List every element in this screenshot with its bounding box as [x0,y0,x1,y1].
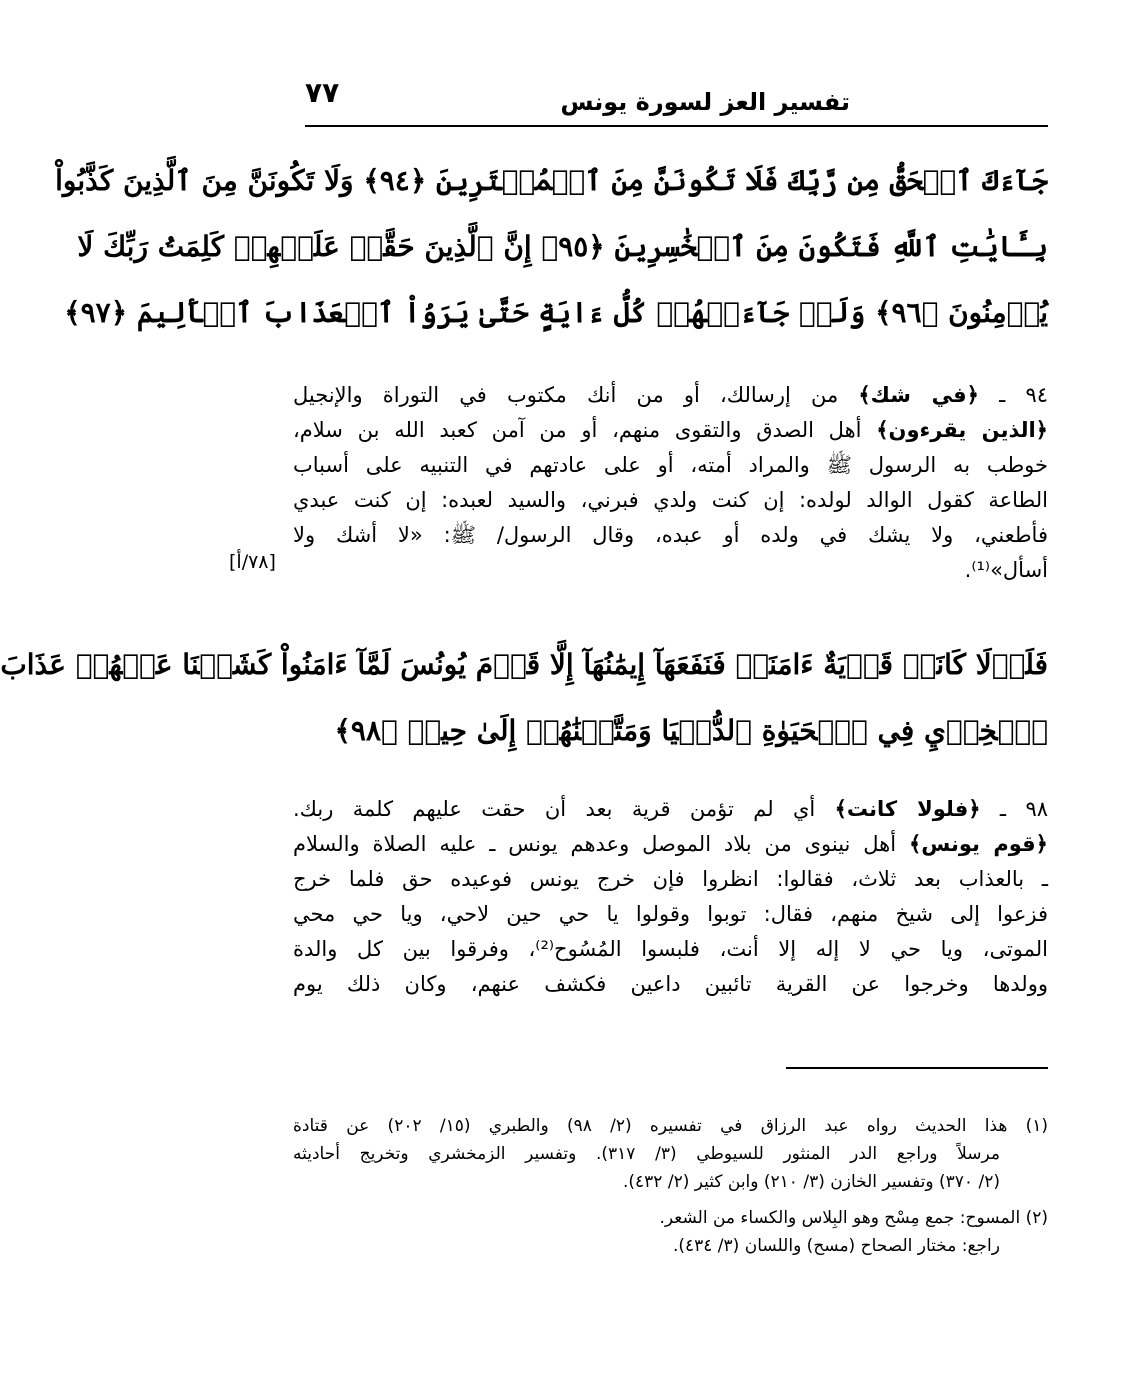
header-rule [305,125,1048,127]
quran-verse-98 [0,632,1048,764]
quran-line: ٱلۡخِزۡيِ فِي ٱلۡحَيَوٰةِ ٱلدُّنۡيَا وَمَتَّعۡنَٰهُمۡ إِلَىٰ حِينٖ ﴿٩٨﴾ [334,714,1048,747]
commentary-line [293,827,1048,862]
verse-number: ٩٤ ـ [978,383,1049,407]
footnote-line: مرسلاً وراجع الدر المنثور للسيوطي (٣/ ٣١٧). وتفسير الزمخشري وتخريج أحاديثه [293,1144,1000,1164]
commentary-line [293,413,1048,448]
commentary-line [293,378,1048,413]
footnote-line: (٢) المسوح: جمع مِسْح وهو البِلاس والكساء من الشعر. [659,1208,1048,1228]
commentary-line: فزعوا إلى شيخ منهم، فقال: توبوا وقولوا يا حي حين لاحي، ويا حي محي [293,902,1048,926]
commentary-line: أسأل»⁽¹⁾. [964,558,1048,582]
header-title: تفسير العز لسورة يونس [560,88,850,116]
footnote-1 [293,1112,1048,1196]
quoted-term: ﴿قوم يونس﴾ [908,832,1048,856]
quoted-term: ﴿في شك﴾ [858,383,979,407]
footnote-2 [293,1204,1048,1260]
quran-verses-94-97 [55,148,1048,346]
footnotes [293,1112,1048,1260]
commentary-line [293,792,1048,827]
commentary-text: من إرسالك، أو من أنك مكتوب في التوراة والإنجيل [293,383,859,407]
manuscript-folio-note: [٧٨/أ] [229,551,276,573]
commentary-line: فأطعني، ولا يشك في ولده أو عبده، وقال الرسول/ ﷺ: «لا أشك ولا [293,523,1048,547]
running-header [305,70,1048,126]
commentary-line: الموتى، ويا حي لا إله إلا أنت، فلبسوا المُسُوح⁽²⁾، وفرقوا بين كل والدة [293,937,1049,961]
commentary-line: ـ بالعذاب بعد ثلاث، فقالوا: انظروا فإن خرج يونس فوعيده حق فلما خرج [293,867,1048,891]
quran-line: جَآءَكَ ٱلۡحَقُّ مِن رَّبِّكَ فَلَا تَكُونَنَّ مِنَ ٱلۡمُمۡتَرِينَ ﴿٩٤﴾ وَلَا تَكُونَنَّ مِنَ ٱلَّذِينَ كَذَّبُواْ [55,164,1048,197]
quran-line: فَلَوۡلَا كَانَتۡ قَرۡيَةٌ ءَامَنَتۡ فَنَفَعَهَآ إِيمَٰنُهَآ إِلَّا قَوۡمَ يُونُسَ لَمَّآ ءَامَنُواْ كَشَفۡنَا عَنۡهُمۡ عَذَابَ [0,648,1048,681]
commentary-verse-98 [293,792,1048,1002]
footnote-line: (١) هذا الحديث رواه عبد الرزاق في تفسيره (٢/ ٩٨) والطبري (١٥/ ٢٠٢) عن قتادة [293,1116,1048,1136]
footnote-separator [786,1067,1048,1069]
commentary-verse-94 [293,378,1048,588]
quoted-term: ﴿فلولا كانت﴾ [834,797,981,821]
page-number: ٧٧ [305,76,340,109]
commentary-line: الطاعة كقول الوالد لولده: إن كنت ولدي فبرني، والسيد لعبده: إن كنت عبدي [293,488,1048,512]
footnote-line: راجع: مختار الصحاح (مسح) واللسان (٣/ ٤٣٤). [672,1236,1000,1256]
footnote-line: (٢/ ٣٧٠) وتفسير الخازن (٣/ ٢١٠) وابن كثير (٢/ ٤٣٢). [622,1172,1000,1192]
commentary-line: خوطب به الرسول ﷺ والمراد أمته، أو على عادتهم في التنبيه على أسباب [293,453,1048,477]
quran-line: يُؤۡمِنُونَ ﴿٩٦﴾ وَلَوۡ جَآءَتۡهُمۡ كُلُّ ءَايَةٍ حَتَّىٰ يَرَوُاْ ٱلۡعَذَابَ ٱلۡأَلِيمَ ﴿٩٧﴾ [64,296,1048,329]
verse-number: ٩٨ ـ [980,797,1048,821]
commentary-text: أهل نينوى من بلاد الموصل وعدهم يونس ـ عليه الصلاة والسلام [293,832,909,856]
commentary-text: أي لم تؤمن قرية بعد أن حقت عليهم كلمة ربك. [293,797,835,821]
quoted-term: ﴿الذين يقرءون﴾ [876,418,1048,442]
commentary-line: وولدها وخرجوا عن القرية تائبين داعين فكشف عنهم، وكان ذلك يوم [293,972,1048,996]
quran-line: بِـَٔايَٰتِ ٱللَّهِ فَتَكُونَ مِنَ ٱلۡخَٰسِرِينَ ﴿٩٥﴾ إِنَّ ٱلَّذِينَ حَقَّتۡ عَلَيۡهِمۡ كَلِمَتُ رَبِّكَ لَا [77,230,1048,263]
commentary-text: أهل الصدق والتقوى منهم، أو من آمن كعبد الله بن سلام، [293,418,877,442]
